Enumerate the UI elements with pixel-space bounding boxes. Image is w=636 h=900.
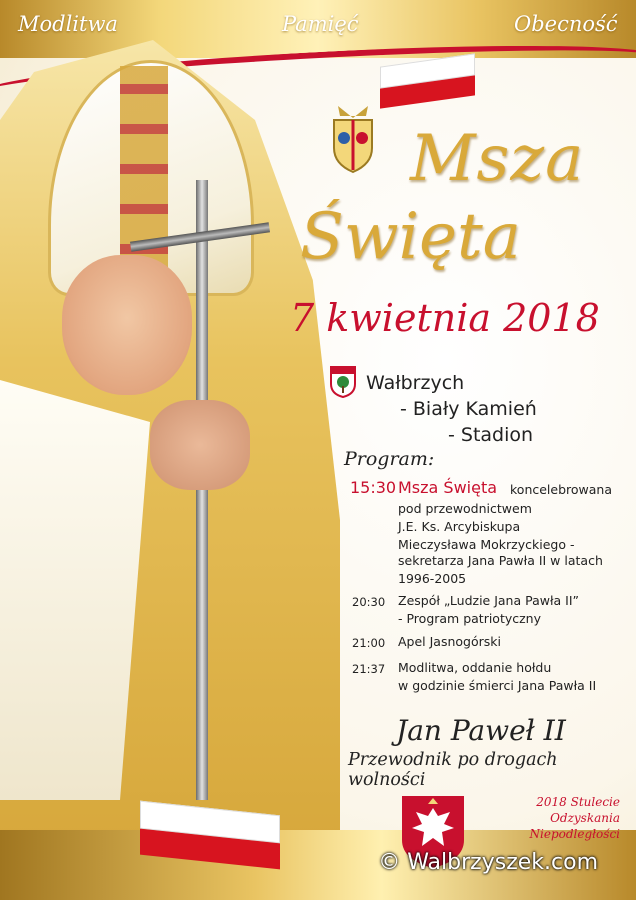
watermark: © Walbrzyszek.com xyxy=(378,850,598,875)
program-item-3-time: 21:37 xyxy=(352,662,386,676)
title-line-2: Święta xyxy=(300,200,521,274)
stulecie-line-2: Niepodległości xyxy=(529,827,620,841)
title-line-1: Msza xyxy=(410,122,585,196)
program-main-desc-4: sekretarza Jana Pawła II w latach xyxy=(398,553,603,568)
program-main-event-rest: koncelebrowana xyxy=(510,482,613,497)
jan-pawel-name: Jan Paweł II xyxy=(396,714,566,747)
tagline: Przewodnik po drogach wolności xyxy=(348,750,558,790)
header-word-pamiec: Pamięć xyxy=(282,12,359,36)
program-main-desc-3: Mieczysława Mokrzyckiego - xyxy=(398,537,575,552)
program-item-1-time: 20:30 xyxy=(352,595,386,609)
stulecie-text xyxy=(478,794,620,842)
stulecie-line-1: 2018 Stulecie Odzyskania xyxy=(536,795,620,825)
location-line-1: Wałbrzych xyxy=(366,372,465,394)
mitre-ornament xyxy=(120,66,168,286)
program-heading: Program: xyxy=(344,448,435,470)
program-item-3-line-2: w godzinie śmierci Jana Pawła II xyxy=(398,678,597,693)
program-main-desc-2: J.E. Ks. Arcybiskupa xyxy=(398,519,521,534)
program-item-1-line-1: Zespół „Ludzie Jana Pawła II” xyxy=(398,593,579,608)
event-date: 7 kwietnia 2018 xyxy=(290,296,600,340)
program-main-desc-1: pod przewodnictwem xyxy=(398,501,532,516)
header-word-obecnosc: Obecność xyxy=(514,12,618,36)
program-main-desc-5: 1996-2005 xyxy=(398,571,467,586)
pope-face xyxy=(62,255,192,395)
program-item-2-line-1: Apel Jasnogórski xyxy=(398,634,501,649)
program-main-time: 15:30 xyxy=(350,478,397,497)
location-line-2: - Biały Kamień xyxy=(400,398,537,420)
pope-hand xyxy=(150,400,250,490)
papal-staff xyxy=(196,180,208,800)
walbrzych-coat-of-arms-icon xyxy=(330,366,356,398)
program-item-1-line-2: - Program patriotyczny xyxy=(398,611,542,626)
bishop-crest-icon xyxy=(326,104,380,174)
program-item-3-line-1: Modlitwa, oddanie hołdu xyxy=(398,660,552,675)
program-item-2-time: 21:00 xyxy=(352,636,386,650)
program-main-event: Msza Święta xyxy=(398,478,498,497)
header-word-modlitwa: Modlitwa xyxy=(18,12,118,36)
location-line-3: - Stadion xyxy=(448,424,534,446)
